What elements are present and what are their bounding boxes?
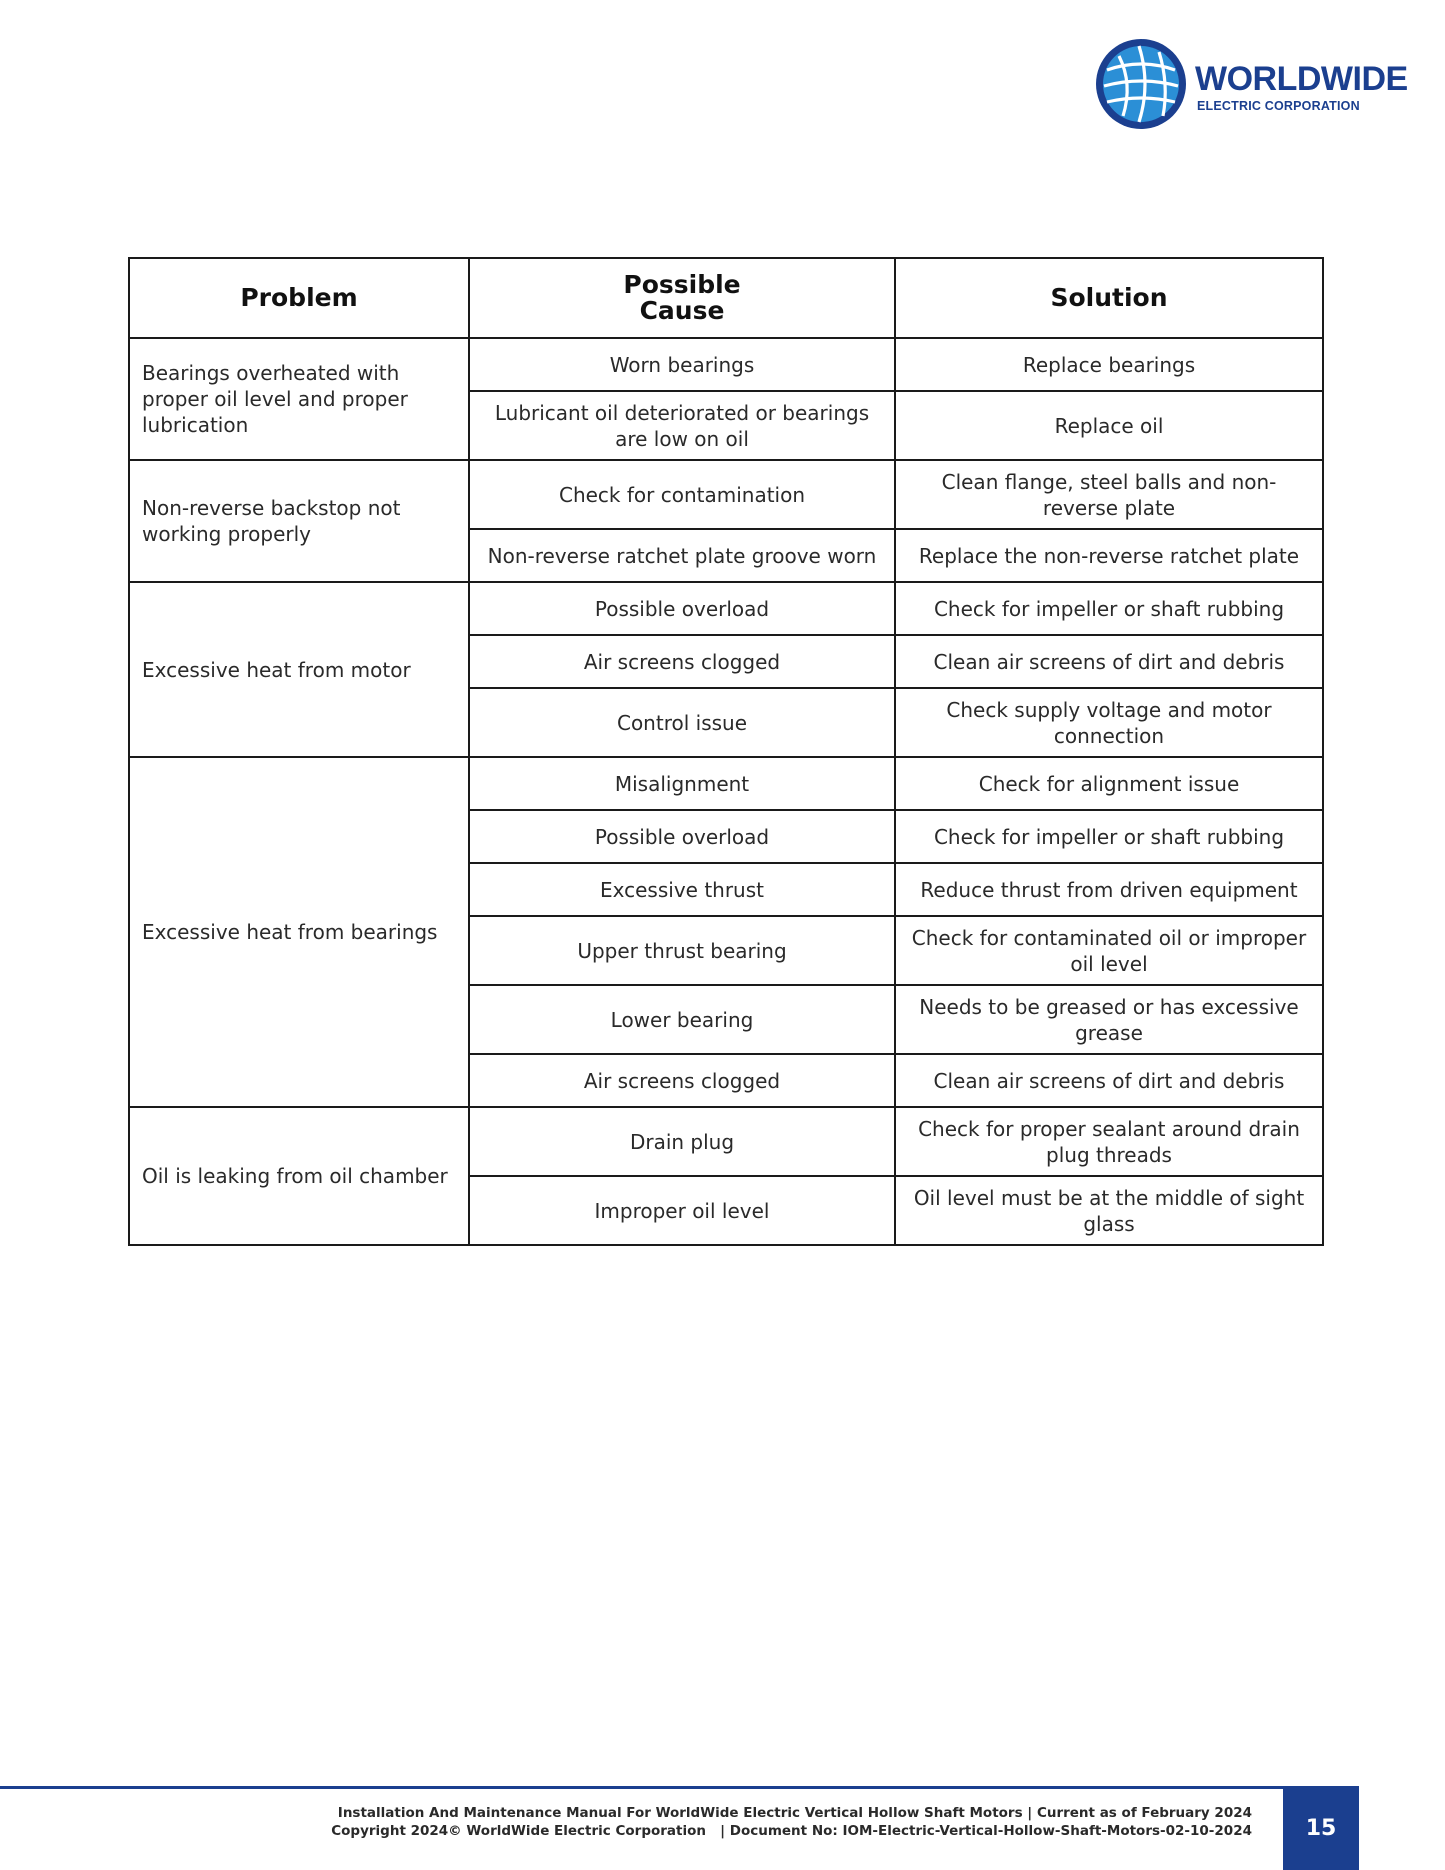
solution-cell: Clean air screens of dirt and debris xyxy=(895,1054,1323,1107)
cause-cell: Excessive thrust xyxy=(469,863,895,916)
solution-cell: Check supply voltage and motor connection xyxy=(895,688,1323,757)
solution-cell: Needs to be greased or has excessive grease xyxy=(895,985,1323,1054)
solution-cell: Check for proper sealant around drain plug threads xyxy=(895,1107,1323,1176)
problem-cell: Non-reverse backstop not working properly xyxy=(129,460,469,582)
problem-cell: Oil is leaking from oil chamber xyxy=(129,1107,469,1245)
header-problem: Problem xyxy=(129,258,469,338)
table-row xyxy=(129,582,1323,635)
footer-line2: Copyright 2024© WorldWide Electric Corporation | Document No: IOM-Electric-Vertical-Hollow-Shaft-Motors-02-10-2024 xyxy=(331,1823,1252,1839)
table-row xyxy=(129,338,1323,391)
cause-cell: Air screens clogged xyxy=(469,635,895,688)
solution-cell: Reduce thrust from driven equipment xyxy=(895,863,1323,916)
cause-cell: Air screens clogged xyxy=(469,1054,895,1107)
solution-cell: Oil level must be at the middle of sight glass xyxy=(895,1176,1323,1245)
cause-cell: Lower bearing xyxy=(469,985,895,1054)
solution-cell: Check for alignment issue xyxy=(895,757,1323,810)
problem-cell: Excessive heat from motor xyxy=(129,582,469,757)
header-possible-cause xyxy=(469,258,895,338)
table-row xyxy=(129,757,1323,810)
logo-subtitle: ELECTRIC CORPORATION xyxy=(1197,99,1360,113)
table-row xyxy=(129,1107,1323,1176)
solution-cell: Replace oil xyxy=(895,391,1323,460)
cause-cell: Misalignment xyxy=(469,757,895,810)
cause-cell: Non-reverse ratchet plate groove worn xyxy=(469,529,895,582)
solution-cell: Check for impeller or shaft rubbing xyxy=(895,810,1323,863)
cause-cell: Upper thrust bearing xyxy=(469,916,895,985)
problem-cell: Bearings overheated with proper oil level and proper lubrication xyxy=(129,338,469,460)
table-header-row xyxy=(129,258,1323,338)
footer-text xyxy=(331,1804,1252,1840)
table-row xyxy=(129,460,1323,529)
cause-cell: Possible overload xyxy=(469,582,895,635)
header-cause-line2: Cause xyxy=(639,296,725,325)
cause-cell: Control issue xyxy=(469,688,895,757)
globe-icon xyxy=(1093,36,1189,132)
cause-cell: Possible overload xyxy=(469,810,895,863)
footer-line1: Installation And Maintenance Manual For WorldWide Electric Vertical Hollow Shaft Motors | Current as of February 2024 xyxy=(337,1805,1252,1821)
solution-cell: Clean flange, steel balls and non-reverse plate xyxy=(895,460,1323,529)
cause-cell: Lubricant oil deteriorated or bearings are low on oil xyxy=(469,391,895,460)
cause-cell: Improper oil level xyxy=(469,1176,895,1245)
solution-cell: Replace the non-reverse ratchet plate xyxy=(895,529,1323,582)
cause-cell: Worn bearings xyxy=(469,338,895,391)
problem-cell: Excessive heat from bearings xyxy=(129,757,469,1107)
cause-cell: Drain plug xyxy=(469,1107,895,1176)
footer-divider xyxy=(0,1786,1290,1789)
header-solution: Solution xyxy=(895,258,1323,338)
company-logo xyxy=(1093,36,1408,136)
page-number xyxy=(1283,1786,1359,1870)
solution-cell: Check for contaminated oil or improper oil level xyxy=(895,916,1323,985)
page-number-label: 15 xyxy=(1305,1815,1337,1841)
troubleshooting-table xyxy=(128,257,1324,1246)
solution-cell: Replace bearings xyxy=(895,338,1323,391)
solution-cell: Check for impeller or shaft rubbing xyxy=(895,582,1323,635)
cause-cell: Check for contamination xyxy=(469,460,895,529)
header-cause-line1: Possible xyxy=(623,270,741,299)
logo-wordmark: WORLDWIDE xyxy=(1195,60,1408,98)
solution-cell: Clean air screens of dirt and debris xyxy=(895,635,1323,688)
